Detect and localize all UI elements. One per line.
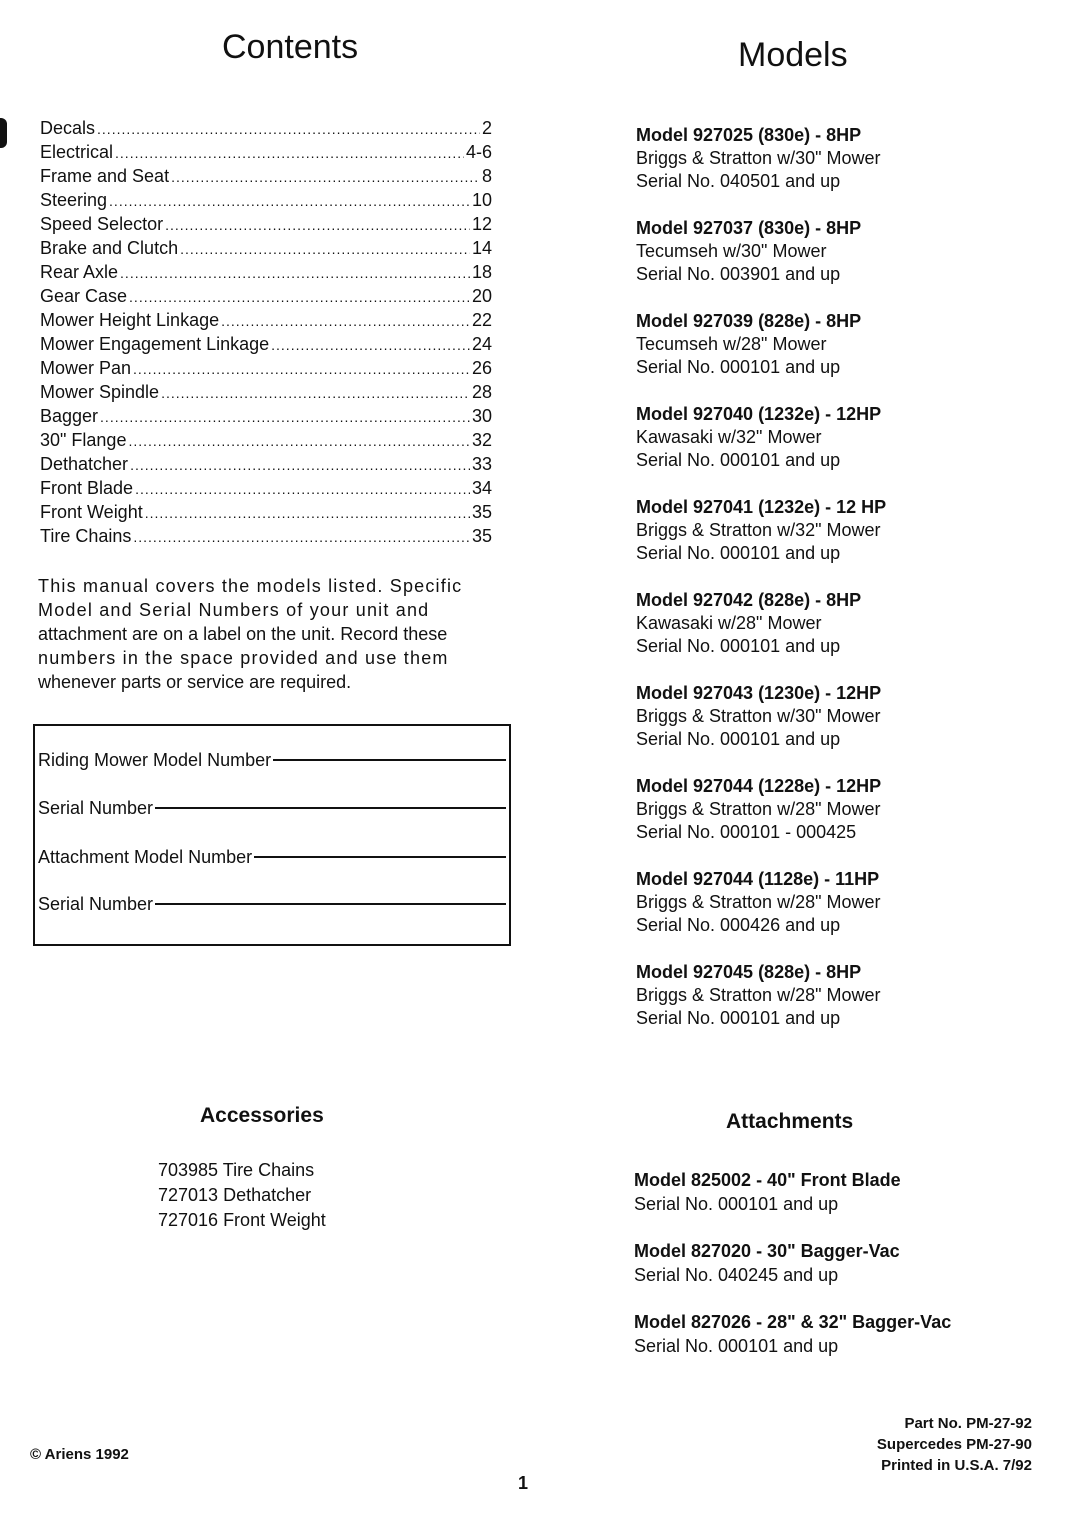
- toc-leader: [120, 265, 470, 281]
- toc-leader: [97, 121, 480, 137]
- toc-page: 22: [471, 310, 492, 330]
- toc-title: Tire Chains: [40, 526, 132, 546]
- toc-row[interactable]: [40, 430, 492, 454]
- model-serial: Serial No. 000101 - 000425: [636, 822, 857, 842]
- model-serial: Serial No. 003901 and up: [636, 264, 841, 284]
- attachments-title: Attachments: [726, 1110, 854, 1133]
- serial-number-label: Serial Number: [38, 798, 154, 818]
- toc-page: 20: [471, 286, 492, 306]
- toc-page: 12: [471, 214, 492, 234]
- toc-row[interactable]: [40, 334, 492, 358]
- toc-row[interactable]: [40, 454, 492, 478]
- attachment-serial: Serial No. 000101 and up: [634, 1194, 839, 1214]
- toc-title: Front Blade: [40, 478, 134, 498]
- toc-page: 35: [471, 502, 492, 522]
- toc-row[interactable]: [40, 358, 492, 382]
- copyright: © Ariens 1992: [30, 1446, 129, 1463]
- toc-title: Rear Axle: [40, 262, 119, 282]
- toc-page: 14: [471, 238, 492, 258]
- printed-info: Printed in U.S.A. 7/92: [881, 1457, 1032, 1474]
- toc-leader: [145, 505, 470, 521]
- toc-page: 30: [471, 406, 492, 426]
- model-engine: Briggs & Stratton w/28" Mower: [636, 985, 881, 1005]
- model-head: Model 927037 (830e) - 8HP: [636, 218, 862, 238]
- models-list: [636, 124, 1036, 1054]
- toc-row[interactable]: [40, 142, 492, 166]
- model-entry: [636, 124, 1036, 193]
- model-entry: [636, 868, 1036, 937]
- page-number: 1: [518, 1473, 529, 1493]
- attachment-serial-field[interactable]: [38, 894, 506, 915]
- toc-page: 35: [471, 526, 492, 546]
- model-head: Model 927040 (1232e) - 12HP: [636, 404, 882, 424]
- toc-leader: [171, 169, 480, 185]
- model-entry: [636, 310, 1036, 379]
- riding-mower-model-field[interactable]: [38, 750, 506, 771]
- part-number: Part No. PM-27-92: [904, 1415, 1032, 1432]
- model-serial: Serial No. 000101 and up: [636, 636, 841, 656]
- accessories-title: Accessories: [200, 1104, 324, 1127]
- toc-leader: [221, 313, 470, 329]
- model-engine: Tecumseh w/28" Mower: [636, 334, 827, 354]
- attachment-model-label: Attachment Model Number: [38, 847, 253, 867]
- toc-leader: [161, 385, 470, 401]
- model-engine: Briggs & Stratton w/32" Mower: [636, 520, 881, 540]
- attachments-list: [634, 1168, 1054, 1381]
- toc-leader: [115, 145, 464, 161]
- attachment-serial: Serial No. 000101 and up: [634, 1336, 839, 1356]
- model-head: Model 927044 (1128e) - 11HP: [636, 869, 880, 889]
- toc-page: 10: [471, 190, 492, 210]
- model-entry: [636, 496, 1036, 565]
- model-serial: Serial No. 000426 and up: [636, 915, 841, 935]
- toc-title: Mower Engagement Linkage: [40, 334, 270, 354]
- accessory-item: 703985 Tire Chains: [158, 1160, 315, 1180]
- toc-page: 32: [471, 430, 492, 450]
- toc-row[interactable]: [40, 502, 492, 526]
- toc-row[interactable]: [40, 286, 492, 310]
- model-entry: [636, 403, 1036, 472]
- model-entry: [636, 217, 1036, 286]
- toc-title: Steering: [40, 190, 108, 210]
- model-head: Model 927041 (1232e) - 12 HP: [636, 497, 887, 517]
- manual-note-line: whenever parts or service are required.: [38, 672, 352, 692]
- toc-page: 8: [481, 166, 492, 186]
- toc-row[interactable]: [40, 526, 492, 550]
- model-engine: Kawasaki w/28" Mower: [636, 613, 822, 633]
- serial-number-line[interactable]: [155, 807, 506, 809]
- toc-title: Electrical: [40, 142, 114, 162]
- toc-page: 28: [471, 382, 492, 402]
- attachment-entry: [634, 1168, 1054, 1216]
- toc-title: Decals: [40, 118, 96, 138]
- toc-row[interactable]: [40, 238, 492, 262]
- manual-note: [38, 574, 512, 694]
- toc-page: 26: [471, 358, 492, 378]
- toc-title: Mower Pan: [40, 358, 132, 378]
- toc-leader: [133, 361, 470, 377]
- toc-leader: [129, 289, 470, 305]
- model-head: Model 927043 (1230e) - 12HP: [636, 683, 882, 703]
- toc-leader: [133, 529, 470, 545]
- manual-note-line: Model and Serial Numbers of your unit and: [38, 600, 430, 620]
- toc-row[interactable]: [40, 190, 492, 214]
- attachment-model-field[interactable]: [38, 847, 506, 868]
- toc-title: Frame and Seat: [40, 166, 170, 186]
- attachment-serial: Serial No. 040245 and up: [634, 1265, 839, 1285]
- toc-page: 34: [471, 478, 492, 498]
- binding-mark: [0, 118, 7, 148]
- toc-leader: [109, 193, 470, 209]
- model-engine: Briggs & Stratton w/30" Mower: [636, 148, 881, 168]
- contents-title: Contents: [222, 28, 359, 66]
- toc-row[interactable]: [40, 118, 492, 142]
- riding-mower-model-line[interactable]: [273, 759, 506, 761]
- toc-page: 24: [471, 334, 492, 354]
- model-entry: [636, 961, 1036, 1030]
- toc-title: Bagger: [40, 406, 99, 426]
- model-entry: [636, 682, 1036, 751]
- toc-title: Mower Spindle: [40, 382, 160, 402]
- toc-row[interactable]: [40, 262, 492, 286]
- model-serial: Serial No. 000101 and up: [636, 1008, 841, 1028]
- toc-leader: [130, 457, 470, 473]
- model-head: Model 927044 (1228e) - 12HP: [636, 776, 882, 796]
- table-of-contents: [40, 118, 492, 550]
- model-serial: Serial No. 040501 and up: [636, 171, 841, 191]
- attachment-head: Model 827026 - 28" & 32" Bagger-Vac: [634, 1312, 952, 1332]
- accessories-list: [158, 1158, 326, 1233]
- toc-title: Speed Selector: [40, 214, 164, 234]
- model-entry: [636, 589, 1036, 658]
- toc-leader: [271, 337, 470, 353]
- toc-row[interactable]: [40, 310, 492, 334]
- toc-title: 30" Flange: [40, 430, 127, 450]
- attachment-head: Model 825002 - 40" Front Blade: [634, 1170, 901, 1190]
- toc-title: Front Weight: [40, 502, 143, 522]
- accessory-item: 727013 Dethatcher: [158, 1185, 312, 1205]
- toc-leader: [135, 481, 470, 497]
- manual-note-line: numbers in the space provided and use them: [38, 648, 449, 668]
- toc-leader: [128, 433, 470, 449]
- model-head: Model 927042 (828e) - 8HP: [636, 590, 862, 610]
- model-engine: Briggs & Stratton w/28" Mower: [636, 799, 881, 819]
- model-serial: Serial No. 000101 and up: [636, 357, 841, 377]
- model-serial: Serial No. 000101 and up: [636, 543, 841, 563]
- model-entry: [636, 775, 1036, 844]
- toc-title: Brake and Clutch: [40, 238, 179, 258]
- riding-mower-model-label: Riding Mower Model Number: [38, 750, 272, 770]
- toc-page: 2: [481, 118, 492, 138]
- toc-leader: [100, 409, 470, 425]
- attachment-entry: [634, 1310, 1054, 1358]
- toc-title: Mower Height Linkage: [40, 310, 220, 330]
- toc-page: 18: [471, 262, 492, 282]
- record-box: [33, 724, 511, 946]
- accessory-item: 727016 Front Weight: [158, 1210, 326, 1230]
- toc-row[interactable]: [40, 214, 492, 238]
- serial-number-field[interactable]: [38, 798, 506, 819]
- toc-leader: [165, 217, 470, 233]
- model-head: Model 927025 (830e) - 8HP: [636, 125, 862, 145]
- attachment-serial-label: Serial Number: [38, 894, 154, 914]
- manual-note-line: attachment are on a label on the unit. Record these: [38, 624, 448, 644]
- toc-title: Dethatcher: [40, 454, 129, 474]
- model-engine: Briggs & Stratton w/28" Mower: [636, 892, 881, 912]
- model-head: Model 927039 (828e) - 8HP: [636, 311, 862, 331]
- manual-note-line: This manual covers the models listed. Specific: [38, 576, 463, 596]
- model-head: Model 927045 (828e) - 8HP: [636, 962, 862, 982]
- model-engine: Briggs & Stratton w/30" Mower: [636, 706, 881, 726]
- publication-info: [877, 1413, 1032, 1476]
- attachment-model-line[interactable]: [254, 856, 506, 858]
- toc-row[interactable]: [40, 478, 492, 502]
- toc-title: Gear Case: [40, 286, 128, 306]
- supercedes: Supercedes PM-27-90: [876, 1436, 1032, 1453]
- toc-page: 33: [471, 454, 492, 474]
- model-engine: Kawasaki w/32" Mower: [636, 427, 822, 447]
- toc-row[interactable]: [40, 382, 492, 406]
- toc-page: 4-6: [465, 142, 492, 162]
- attachment-head: Model 827020 - 30" Bagger-Vac: [634, 1241, 900, 1261]
- models-title: Models: [738, 36, 848, 74]
- toc-leader: [180, 241, 470, 257]
- attachment-entry: [634, 1239, 1054, 1287]
- model-serial: Serial No. 000101 and up: [636, 450, 841, 470]
- model-engine: Tecumseh w/30" Mower: [636, 241, 827, 261]
- toc-row[interactable]: [40, 406, 492, 430]
- toc-row[interactable]: [40, 166, 492, 190]
- attachment-serial-line[interactable]: [155, 903, 506, 905]
- model-serial: Serial No. 000101 and up: [636, 729, 841, 749]
